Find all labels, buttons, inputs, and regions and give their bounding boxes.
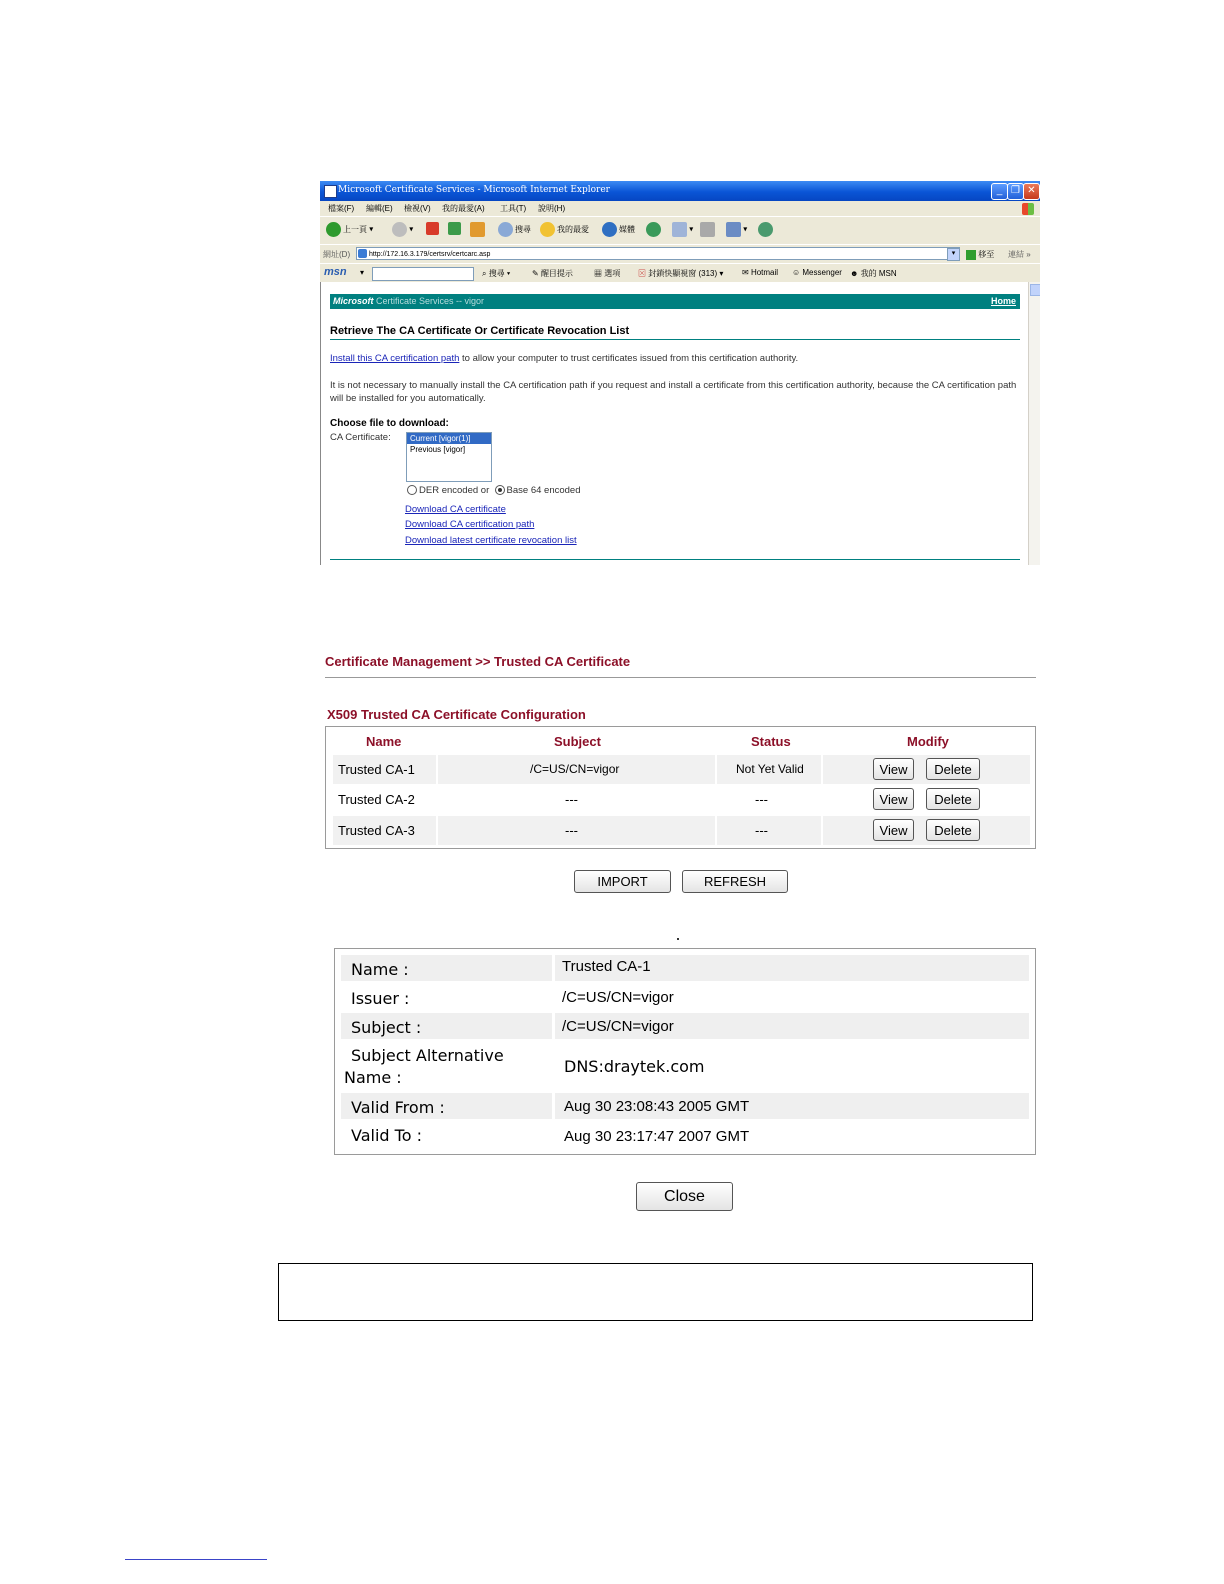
- detail-label: Subject :: [351, 1018, 422, 1037]
- cell-divider: [821, 755, 823, 784]
- row-name: Trusted CA-2: [338, 792, 415, 807]
- or-label: or: [478, 485, 492, 496]
- detail-row-valid-from: [341, 1093, 1029, 1119]
- ca-certificate-listbox[interactable]: [406, 432, 492, 482]
- der-radio[interactable]: [407, 485, 417, 495]
- restore-icon[interactable]: ❐: [1007, 183, 1024, 200]
- windows-logo-icon: [1022, 203, 1034, 215]
- menu-view[interactable]: 檢視(V): [404, 204, 431, 213]
- go-arrow-icon: [966, 250, 976, 260]
- msn-search-button[interactable]: ⌕ 搜尋 ▾: [482, 269, 511, 278]
- ie-page-icon: [324, 185, 337, 198]
- history-button[interactable]: [646, 222, 661, 240]
- row-subject: /C=US/CN=vigor: [530, 762, 620, 776]
- column-header-modify: Modify: [907, 734, 949, 749]
- detail-label: Issuer :: [351, 989, 410, 1008]
- msn-search-label: 搜尋: [488, 269, 505, 278]
- detail-label: Valid To :: [351, 1126, 422, 1145]
- cell-divider: [552, 1093, 555, 1119]
- delete-button[interactable]: Delete: [926, 788, 980, 810]
- cell-divider: [715, 755, 717, 784]
- forward-arrow-icon: [392, 222, 407, 237]
- msn-dropdown-icon[interactable]: ▾: [360, 268, 365, 277]
- detail-row-valid-to: [341, 1121, 1029, 1149]
- edit-button[interactable]: ▾: [726, 222, 747, 240]
- msn-messenger-label: Messenger: [802, 268, 842, 277]
- window-titlebar: [320, 181, 1040, 201]
- scroll-thumb[interactable]: [1030, 284, 1040, 296]
- heading-divider: [330, 339, 1020, 340]
- note-paragraph: It is not necessary to manually install the CA certification path if you request and install a certificate from this certification authority, because the CA certification path will be installed for you automatically.: [330, 380, 1017, 404]
- view-button[interactable]: View: [873, 819, 914, 841]
- close-button[interactable]: Close: [636, 1182, 733, 1211]
- back-button[interactable]: 上一頁 ▾: [326, 222, 373, 240]
- row-subject: ---: [565, 792, 578, 807]
- column-header-status: Status: [751, 734, 791, 749]
- forward-button[interactable]: ▾: [392, 222, 413, 240]
- home-link[interactable]: Home: [990, 296, 1016, 306]
- choose-file-label: Choose file to download:: [330, 418, 449, 429]
- address-dropdown-icon[interactable]: ▾: [947, 248, 960, 261]
- base64-radio[interactable]: [495, 485, 505, 495]
- base64-label: Base 64 encoded: [506, 485, 581, 496]
- msn-highlight-button[interactable]: ✎ 醒目提示: [532, 269, 573, 278]
- view-button[interactable]: View: [873, 788, 914, 810]
- msn-logo: msn: [324, 266, 347, 278]
- print-button[interactable]: [700, 222, 715, 240]
- cert-option-current[interactable]: Current [vigor(1)]: [407, 433, 491, 444]
- msn-my-msn-button[interactable]: ☻ 我的 MSN: [850, 269, 897, 278]
- msn-search-input[interactable]: [372, 267, 474, 281]
- cell-divider: [552, 955, 555, 981]
- menu-favorites[interactable]: 我的最愛(A): [442, 204, 485, 213]
- address-input[interactable]: http://172.16.3.179/certsrv/certcarc.asp: [356, 247, 960, 260]
- row-subject: ---: [565, 823, 578, 838]
- msn-popup-label: 封鎖快顯視窗 (313): [648, 269, 718, 278]
- delete-button[interactable]: Delete: [926, 758, 980, 780]
- detail-row-name: [341, 955, 1029, 981]
- ms-brand: [333, 296, 484, 306]
- detail-value: /C=US/CN=vigor: [562, 989, 674, 1006]
- cell-divider: [436, 755, 438, 784]
- page-content: [320, 282, 1029, 565]
- standard-toolbar: [320, 216, 1040, 245]
- download-crl-link[interactable]: Download latest certificate revocation list: [405, 535, 577, 546]
- print-icon: [700, 222, 715, 237]
- msn-hotmail-label: Hotmail: [750, 268, 779, 277]
- row-status: ---: [755, 823, 768, 838]
- breadcrumb: Certificate Management >> Trusted CA Certificate: [325, 654, 631, 669]
- edit-icon: [726, 222, 741, 237]
- stop-icon: [426, 222, 439, 235]
- row-status: Not Yet Valid: [736, 762, 804, 776]
- detail-value: DNS:draytek.com: [564, 1057, 705, 1076]
- links-label: 連結: [1008, 250, 1024, 259]
- ms-brand-name: Microsoft: [333, 296, 374, 306]
- note-box: [278, 1263, 1033, 1321]
- cell-divider: [552, 1013, 555, 1039]
- row-name: Trusted CA-1: [338, 762, 415, 777]
- ms-cert-services-header: [330, 294, 1020, 309]
- mail-icon: [672, 222, 687, 237]
- msn-highlight-label: 醒目提示: [540, 269, 573, 278]
- messenger-button[interactable]: [758, 222, 773, 240]
- msn-messenger-button[interactable]: ☺ Messenger: [792, 268, 842, 277]
- delete-button[interactable]: Delete: [926, 819, 980, 841]
- media-label: 媒體: [619, 225, 635, 234]
- menu-file[interactable]: 檔案(F): [328, 204, 355, 213]
- back-label: 上一頁: [343, 225, 367, 234]
- install-paragraph: [330, 353, 798, 364]
- go-button[interactable]: [966, 249, 994, 260]
- view-button[interactable]: View: [873, 758, 914, 780]
- detail-value: Aug 30 23:08:43 2005 GMT: [564, 1098, 750, 1115]
- detail-row-issuer: [341, 983, 1029, 1011]
- stray-dot: [677, 938, 679, 940]
- ms-service-name: Certificate Services -- vigor: [376, 296, 485, 306]
- der-label: DER encoded: [419, 485, 479, 496]
- messenger-icon: [758, 222, 773, 237]
- refresh-button[interactable]: [448, 222, 461, 240]
- msn-options-label: 選項: [604, 269, 621, 278]
- section-title: X509 Trusted CA Certificate Configuration: [327, 707, 586, 722]
- links-button[interactable]: 連結 »: [1008, 250, 1031, 259]
- page-icon: [358, 249, 367, 258]
- detail-label: Name :: [351, 960, 409, 979]
- star-icon: [540, 222, 555, 237]
- install-text: to allow your computer to trust certificates issued from this certification authority.: [459, 353, 799, 364]
- ie-window: [320, 181, 1040, 565]
- trusted-ca-table: [325, 726, 1036, 849]
- cert-option-previous[interactable]: Previous [vigor]: [410, 445, 466, 454]
- detail-value: Trusted CA-1: [562, 958, 651, 975]
- minimize-icon[interactable]: _: [991, 183, 1008, 200]
- msn-options-button[interactable]: ▦ 選項: [594, 269, 621, 278]
- window-title: Microsoft Certificate Services - Microsoft Internet Explorer: [338, 185, 610, 195]
- address-bar: [320, 244, 1040, 264]
- go-label: 移至: [978, 250, 995, 259]
- row-status: ---: [755, 792, 768, 807]
- menu-edit[interactable]: 編輯(E): [366, 204, 393, 213]
- menu-tools[interactable]: 工具(T): [500, 204, 527, 213]
- media-button[interactable]: [602, 222, 635, 240]
- footnote-rule: [125, 1559, 267, 1560]
- certificate-detail-panel: [334, 948, 1036, 1155]
- row-name: Trusted CA-3: [338, 823, 415, 838]
- search-icon: [498, 222, 513, 237]
- cell-divider: [715, 816, 717, 845]
- table-row: [333, 755, 1030, 784]
- search-label: 搜尋: [515, 225, 531, 234]
- media-icon: [602, 222, 617, 237]
- import-button[interactable]: IMPORT: [574, 870, 671, 893]
- menu-bar: [320, 201, 1040, 216]
- msn-hotmail-button[interactable]: ✉ Hotmail: [742, 268, 779, 277]
- detail-label-line2: Name :: [344, 1068, 402, 1087]
- detail-row-subject: [341, 1013, 1029, 1039]
- address-label: 網址(D): [323, 250, 351, 259]
- column-header-subject: Subject: [554, 734, 601, 749]
- cell-divider: [821, 816, 823, 845]
- msn-toolbar: [320, 263, 1040, 283]
- download-ca-certificate-link[interactable]: Download CA certificate: [405, 504, 506, 515]
- detail-label: Subject Alternative: [351, 1046, 504, 1065]
- cell-divider: [436, 816, 438, 845]
- refresh-button[interactable]: REFRESH: [682, 870, 788, 893]
- search-button[interactable]: [498, 222, 531, 240]
- bottom-divider: [330, 559, 1020, 560]
- msn-my-msn-label: 我的 MSN: [860, 269, 897, 278]
- detail-value: /C=US/CN=vigor: [562, 1018, 674, 1035]
- menu-help[interactable]: 說明(H): [538, 204, 566, 213]
- column-header-name: Name: [366, 734, 402, 749]
- install-ca-path-link[interactable]: Install this CA certification path: [330, 353, 460, 364]
- detail-label: Valid From :: [351, 1098, 445, 1117]
- favorites-label: 我的最愛: [557, 225, 589, 234]
- home-button[interactable]: [470, 222, 485, 240]
- refresh-icon: [448, 222, 461, 235]
- breadcrumb-divider: [325, 677, 1036, 678]
- download-ca-path-link[interactable]: Download CA certification path: [405, 519, 535, 530]
- encoding-options: [407, 485, 580, 496]
- close-icon[interactable]: ✕: [1023, 183, 1040, 200]
- msn-popup-blocker-button[interactable]: ⊠ 封鎖快顯視窗 (313) ▾: [638, 269, 724, 278]
- history-icon: [646, 222, 661, 237]
- detail-value: Aug 30 23:17:47 2007 GMT: [564, 1128, 750, 1145]
- mail-button[interactable]: ▾: [672, 222, 693, 240]
- home-icon: [470, 222, 485, 237]
- favorites-button[interactable]: [540, 222, 589, 240]
- detail-row-subject-alt-name: [341, 1041, 1029, 1091]
- ca-certificate-label: CA Certificate:: [330, 432, 391, 443]
- back-arrow-icon: [326, 222, 341, 237]
- vertical-scrollbar[interactable]: [1028, 282, 1040, 565]
- retrieve-heading: Retrieve The CA Certificate Or Certificate Revocation List: [330, 325, 630, 337]
- stop-button[interactable]: [426, 222, 439, 240]
- table-row: [333, 816, 1030, 845]
- table-row: [333, 785, 1030, 814]
